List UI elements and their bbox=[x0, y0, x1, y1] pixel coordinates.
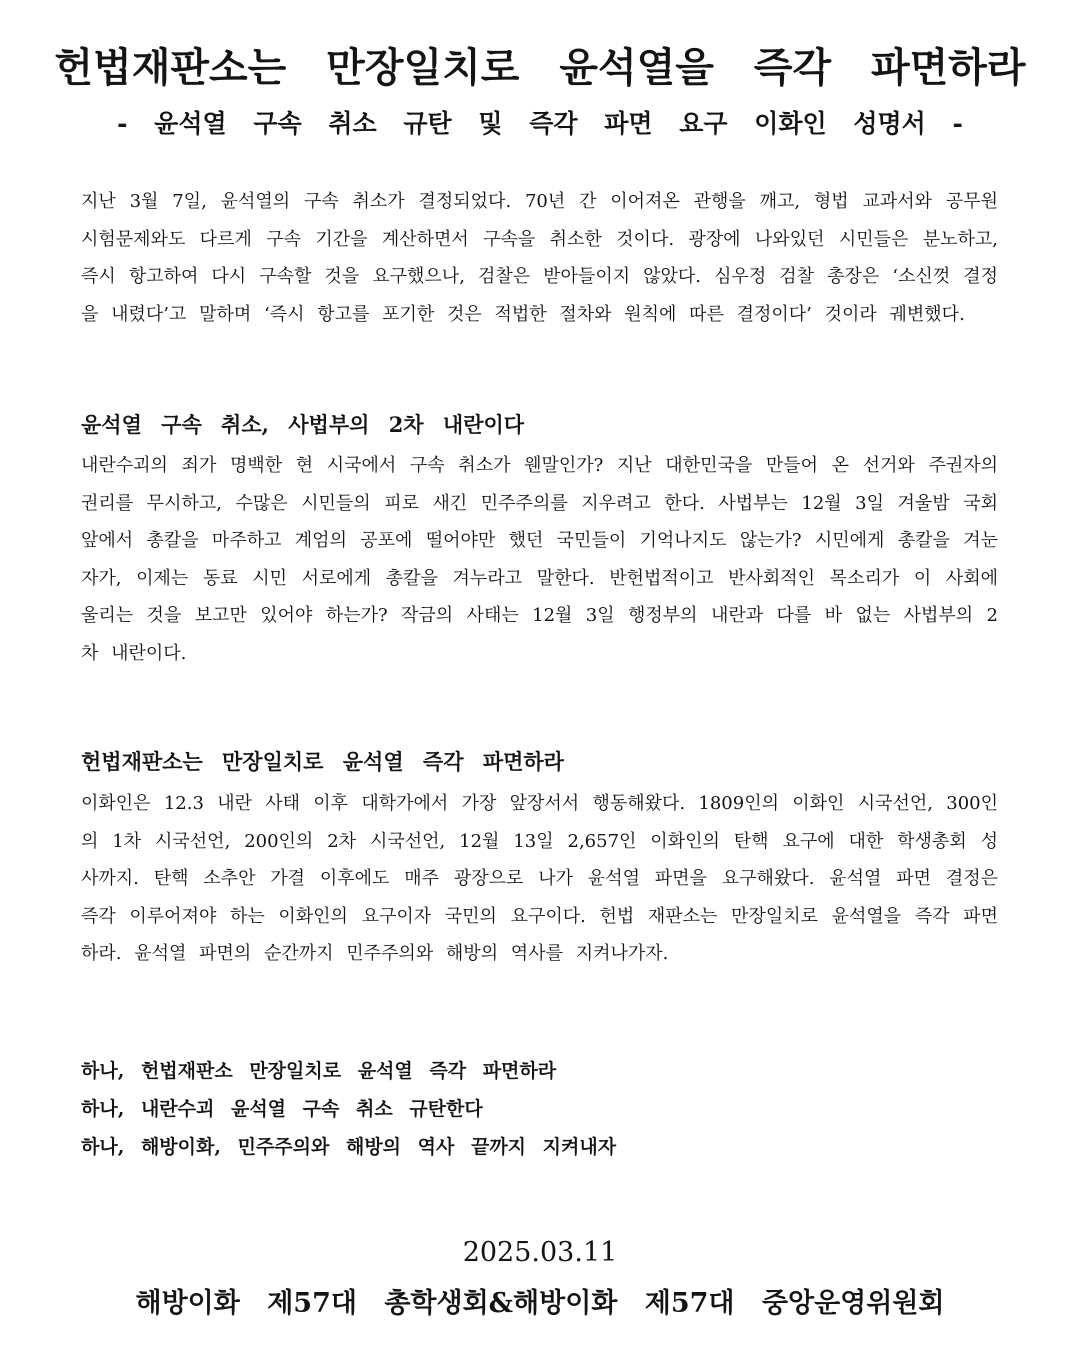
document-subtitle: - 윤석열 구속 취소 규탄 및 즉각 파면 요구 이화인 성명서 - bbox=[117, 109, 963, 138]
pledge-item: 하나, 내란수괴 윤석열 구속 취소 규탄한다 bbox=[81, 1098, 483, 1120]
pledge-item: 하나, 헌법재판소 만장일치로 윤석열 즉각 파면하라 bbox=[81, 1060, 557, 1082]
section-1-body: 내란수괴의 죄가 명백한 현 시국에서 구속 취소가 웬말인가? 지난 대한민국을 만들어 온 선거와 주권자의 권리를 무시하고, 수많은 시민들의 피로 새긴 민주주의를 지우려고 한다. 사법부는 12월 3일 겨울밤 국회 앞에서 총칼을 마주하고 계엄의 공포에 떨어야만 했던 국민들이 기억나지도 않는가? 시민에게 총칼을 겨눈 자가, 이제는 동료 시민 서로에게 총칼을 겨누라고 말한다. 반헌법적이고 반사회적인 목소리가 이 사회에 울리는 것을 보고만 있어야 하는가? 작금의 사태는 12월 3일 행정부의 내란과 다를 바 없는 사법부의 2차 내란이다. bbox=[81, 455, 998, 664]
pledge-item: 하나, 해방이화, 민주주의와 해방의 역사 끝까지 지켜내자 bbox=[81, 1136, 617, 1158]
intro-paragraph: 지난 3월 7일, 윤석열의 구속 취소가 결정되었다. 70년 간 이어져온 관행을 깨고, 형법 교과서와 공무원 시험문제와도 다르게 구속 기간을 계산하면서 구속을 취소한 것이다. 광장에 나와있던 시민들은 분노하고, 즉시 항고하여 다시 구속할 것을 요구했으나, 검찰은 받아들이지 않았다. 심우정 검찰 총장은 ‘소신껏 결정을 내렸다’고 말하며 ‘즉시 항고를 포기한 것은 적법한 절차와 원칙에 따른 결정이다’ 것이라 궤변했다. bbox=[81, 191, 998, 325]
pledge-list bbox=[81, 1052, 616, 1166]
signatory: 해방이화 제57대 총학생회&해방이화 제57대 중앙운영위원회 bbox=[135, 1288, 945, 1319]
statement-date: 2025.03.11 bbox=[462, 1237, 618, 1268]
section-2-heading: 헌법재판소는 만장일치로 윤석열 즉각 파면하라 bbox=[81, 749, 564, 774]
section-2-body: 이화인은 12.3 내란 사태 이후 대학가에서 가장 앞장서서 행동해왔다. 1809인의 이화인 시국선언, 300인의 1차 시국선언, 200인의 2차 시국선언, 12월 13일 2,657인 이화인의 탄핵 요구에 대한 학생총회 성사까지. 탄핵 소추안 가결 이후에도 매주 광장으로 나가 윤석열 파면을 요구해왔다. 윤석열 파면 결정은 즉각 이루어져야 하는 이화인의 요구이자 국민의 요구이다. 헌법 재판소는 만장일치로 윤석열을 즉각 파면하라. 윤석열 파면의 순간까지 민주주의와 해방의 역사를 지켜나가자. bbox=[81, 793, 998, 964]
section-1-heading: 윤석열 구속 취소, 사법부의 2차 내란이다 bbox=[81, 412, 525, 437]
document-title: 헌법재판소는 만장일치로 윤석열을 즉각 파면하라 bbox=[54, 44, 1026, 91]
